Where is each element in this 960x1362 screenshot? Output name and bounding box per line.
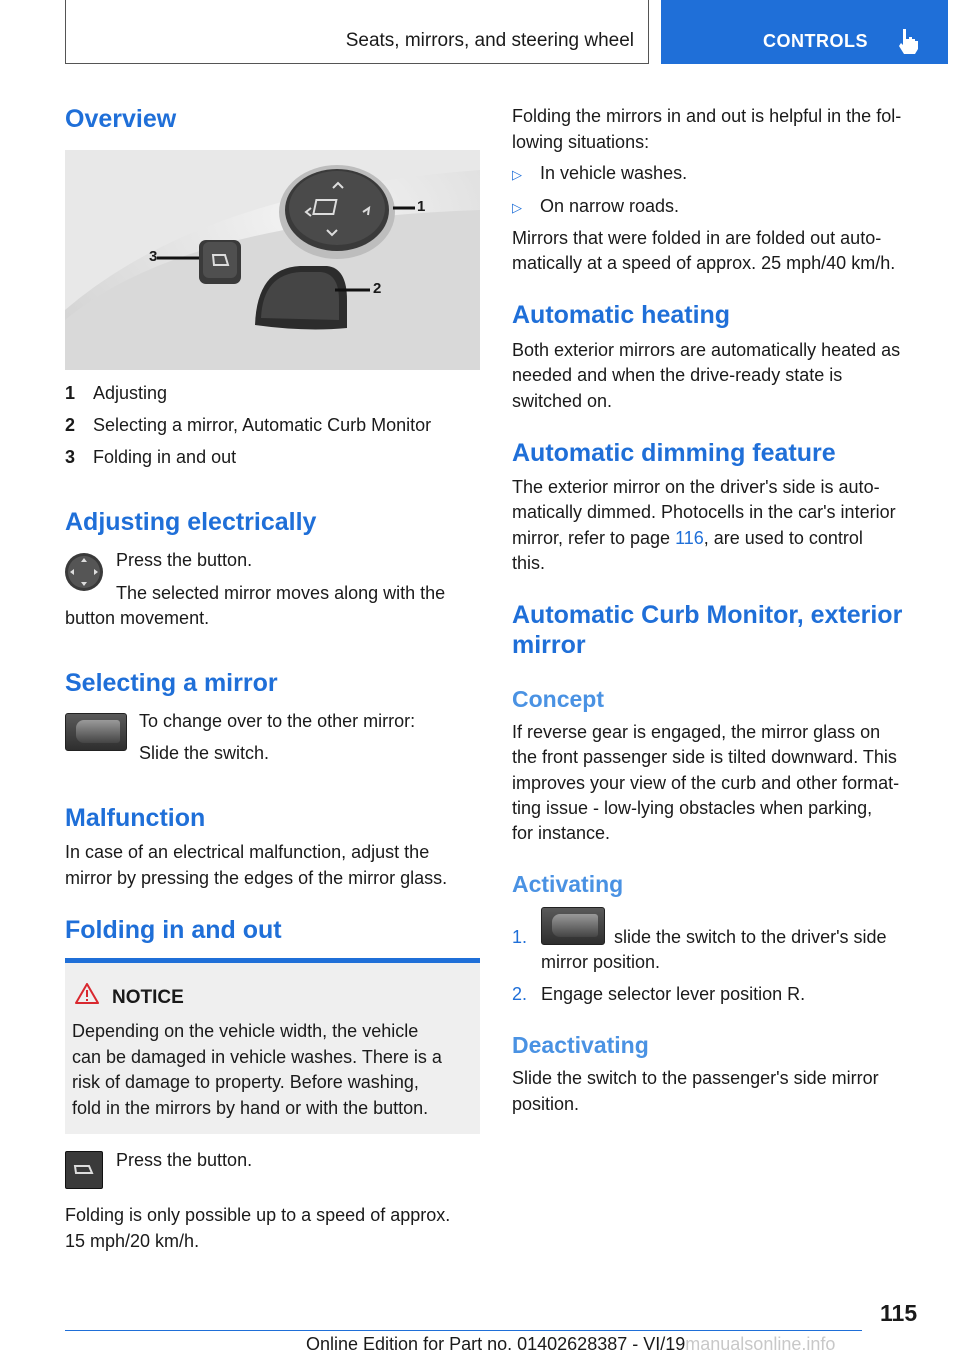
notice-line: risk of damage to property. Before washing, xyxy=(72,1072,419,1092)
selecting-text: Slide the switch. xyxy=(139,743,270,763)
dimming-heading: Automatic dimming feature xyxy=(512,439,836,467)
page-number: 115 xyxy=(880,1300,918,1326)
legend-item: 2 Selecting a mirror, Automatic Curb Monitor xyxy=(65,415,432,435)
selecting-heading: Selecting a mirror xyxy=(65,669,278,697)
legend-item: 3 Folding in and out xyxy=(65,447,237,467)
adjusting-text: The selected mirror moves along with the xyxy=(116,583,446,603)
legend-item: 1 Adjusting xyxy=(65,383,168,403)
header-title-box xyxy=(65,0,649,64)
folded-text: matically at a speed of approx. 25 mph/40 km/h. xyxy=(512,253,896,273)
heating-text: switched on. xyxy=(512,391,613,411)
footer-watermark: manualsonline.info xyxy=(685,1334,836,1354)
malfunction-text: mirror by pressing the edges of the mirror glass. xyxy=(65,868,448,888)
mirror-controls-figure xyxy=(65,150,480,370)
curb-monitor-heading: mirror xyxy=(512,631,586,659)
adjusting-heading: Adjusting electrically xyxy=(65,508,317,536)
overview-heading: Overview xyxy=(65,105,177,133)
step-text: slide the switch to the driver's side xyxy=(614,927,887,947)
footer-edition: Online Edition for Part no. 01402628387 - VI/19manualsonline.info xyxy=(306,1334,836,1354)
figure-callout-1: 1 xyxy=(417,198,426,215)
folding-intro: lowing situations: xyxy=(512,132,650,152)
malfunction-text: In case of an electrical malfunction, adjust the xyxy=(65,842,430,862)
figure-callout-2: 2 xyxy=(373,280,382,297)
fold-text: Folding is only possible up to a speed of approx. xyxy=(65,1205,451,1225)
notice-title: NOTICE xyxy=(112,987,184,1008)
deactivating-heading: Deactivating xyxy=(512,1032,649,1058)
dimming-text: this. xyxy=(512,553,546,573)
adjusting-text: Press the button. xyxy=(116,550,253,570)
step-text: mirror position. xyxy=(541,952,661,972)
header-tab-label: CONTROLS xyxy=(763,31,868,51)
step-number: 1. xyxy=(512,927,528,947)
concept-text: improves your view of the curb and other format‐ xyxy=(512,773,900,793)
heating-heading: Automatic heating xyxy=(512,301,731,329)
header-title: Seats, mirrors, and steering wheel xyxy=(345,30,634,51)
adjusting-text: button movement. xyxy=(65,608,210,628)
bullet-triangle-icon: ▷ xyxy=(512,167,522,182)
fold-button-icon xyxy=(65,1151,103,1189)
pointing-hand-icon xyxy=(897,27,919,55)
deactivating-text: position. xyxy=(512,1094,580,1114)
dimming-text: matically dimmed. Photocells in the car's interior xyxy=(512,502,896,522)
concept-text: If reverse gear is engaged, the mirror glass on xyxy=(512,722,881,742)
notice-line: Depending on the vehicle width, the vehicle xyxy=(72,1021,419,1041)
header-section-tab xyxy=(661,0,948,64)
step-number: 2. xyxy=(512,984,528,1004)
concept-text: the front passenger side is tilted downward. This xyxy=(512,747,897,767)
activating-heading: Activating xyxy=(512,871,624,897)
warning-triangle-icon xyxy=(75,983,99,1004)
four-way-adjust-button-icon xyxy=(64,552,104,592)
mirror-selector-switch-icon xyxy=(65,713,127,751)
footer-rule xyxy=(65,1330,862,1331)
figure-callout-3: 3 xyxy=(149,248,158,265)
deactivating-text: Slide the switch to the passenger's side mirror xyxy=(512,1068,879,1088)
curb-monitor-heading: Automatic Curb Monitor, exterior xyxy=(512,601,903,629)
dimming-text: The exterior mirror on the driver's side is auto‐ xyxy=(512,477,880,497)
folding-intro: Folding the mirrors in and out is helpful in the fol‐ xyxy=(512,106,902,126)
heating-text: needed and when the drive-ready state is xyxy=(512,365,843,385)
folded-text: Mirrors that were folded in are folded out auto‐ xyxy=(512,228,882,248)
fold-mirror-symbol-icon xyxy=(66,1152,101,1187)
concept-text: ting issue - low-lying obstacles when parking, xyxy=(512,798,873,818)
folding-heading: Folding in and out xyxy=(65,916,282,944)
bullet-item: ▷ On narrow roads. xyxy=(512,194,679,221)
selecting-text: To change over to the other mirror: xyxy=(139,711,416,731)
fold-press-text: Press the button. xyxy=(116,1150,253,1170)
fold-text: 15 mph/20 km/h. xyxy=(65,1231,200,1251)
notice-line: fold in the mirrors by hand or with the button. xyxy=(72,1098,429,1118)
malfunction-heading: Malfunction xyxy=(65,804,206,832)
concept-text: for instance. xyxy=(512,823,611,843)
page-reference-link[interactable]: 116 xyxy=(675,528,704,548)
heating-text: Both exterior mirrors are automatically heated as xyxy=(512,340,901,360)
bullet-item: ▷ In vehicle washes. xyxy=(512,161,687,188)
step-text: Engage selector lever position R. xyxy=(541,984,806,1004)
notice-box xyxy=(65,958,480,1134)
mirror-controls-illustration xyxy=(65,150,480,370)
bullet-triangle-icon: ▷ xyxy=(512,200,522,215)
notice-line: can be damaged in vehicle washes. There is a xyxy=(72,1047,442,1067)
mirror-selector-switch-icon xyxy=(541,907,605,945)
concept-heading: Concept xyxy=(512,686,604,712)
dimming-text: mirror, refer to page 116, are used to control xyxy=(512,528,863,548)
